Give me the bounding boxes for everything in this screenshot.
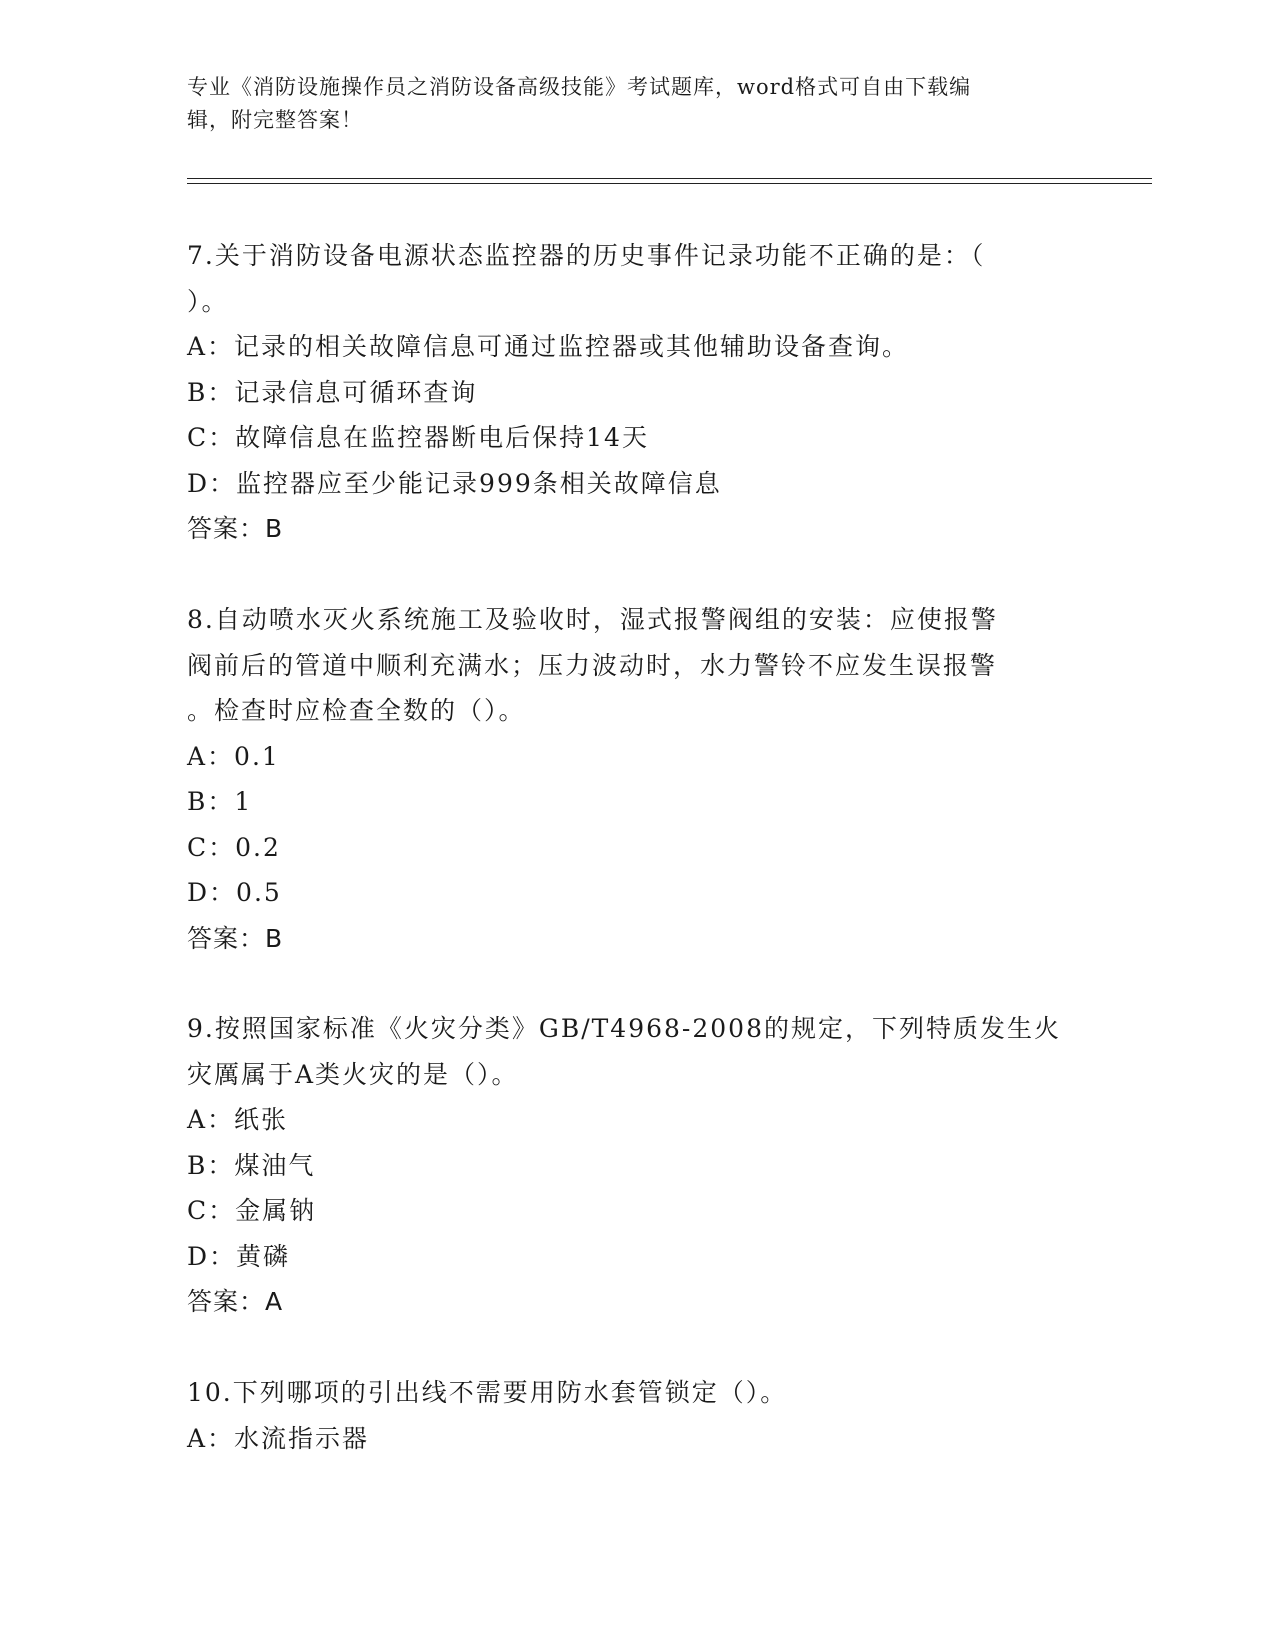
header-line-1: 专业《消防设施操作员之消防设备高级技能》考试题库，word格式可自由下载编 (187, 75, 972, 99)
answer-label: 答案：B (187, 923, 284, 953)
option-b: B：1 (187, 787, 253, 816)
option-a: A：记录的相关故障信息可通过监控器或其他辅助设备查询。 (187, 332, 910, 361)
option-c: C：故障信息在监控器断电后保持14天 (187, 423, 649, 452)
question-stem-line: 。检查时应检查全数的（）。 (187, 696, 526, 725)
answer-label: 答案：B (187, 514, 284, 543)
option-b: B：记录信息可循环查询 (187, 377, 478, 407)
option-a: A：水流指示器 (187, 1423, 370, 1453)
option-d: D：监控器应至少能记录999条相关故障信息 (187, 468, 722, 498)
question-stem-line: 灾厲属于A类火灾的是（）。 (187, 1059, 519, 1089)
question-stem-line: 7.关于消防设备电源状态监控器的历史事件记录功能不正确的是：（ (187, 241, 986, 270)
option-a: A：0.1 (187, 741, 280, 771)
question-stem-line: 9.按照国家标准《火灾分类》GB/T4968-2008的规定，下列特质发生火 (187, 1014, 1061, 1043)
question-stem-line: 8.自动喷水灭火系统施工及验收时，湿式报警阀组的安装：应使报警 (187, 605, 998, 634)
answer-label: 答案：A (187, 1287, 284, 1316)
option-c: C：金属钠 (187, 1196, 317, 1225)
option-b: B：煤油气 (187, 1150, 316, 1180)
option-c: C：0.2 (187, 832, 281, 862)
document-header (187, 71, 1067, 137)
question-10 (187, 1370, 1087, 1461)
question-stem-line: ）。 (187, 286, 229, 316)
option-a: A：纸张 (187, 1105, 289, 1134)
question-7 (187, 233, 1087, 552)
header-divider-top (187, 178, 1152, 179)
option-d: D：黄磷 (187, 1241, 291, 1271)
question-stem-line: 10.下列哪项的引出线不需要用防水套管锁定（）。 (187, 1378, 788, 1407)
question-9 (187, 1006, 1087, 1325)
header-line-2: 辑，附完整答案！ (187, 108, 363, 132)
question-stem-line: 阀前后的管道中顺利充满水；压力波动时，水力警铃不应发生误报警 (187, 650, 998, 680)
question-8 (187, 597, 1087, 961)
option-d: D：0.5 (187, 878, 282, 907)
header-divider-bottom (187, 183, 1152, 184)
